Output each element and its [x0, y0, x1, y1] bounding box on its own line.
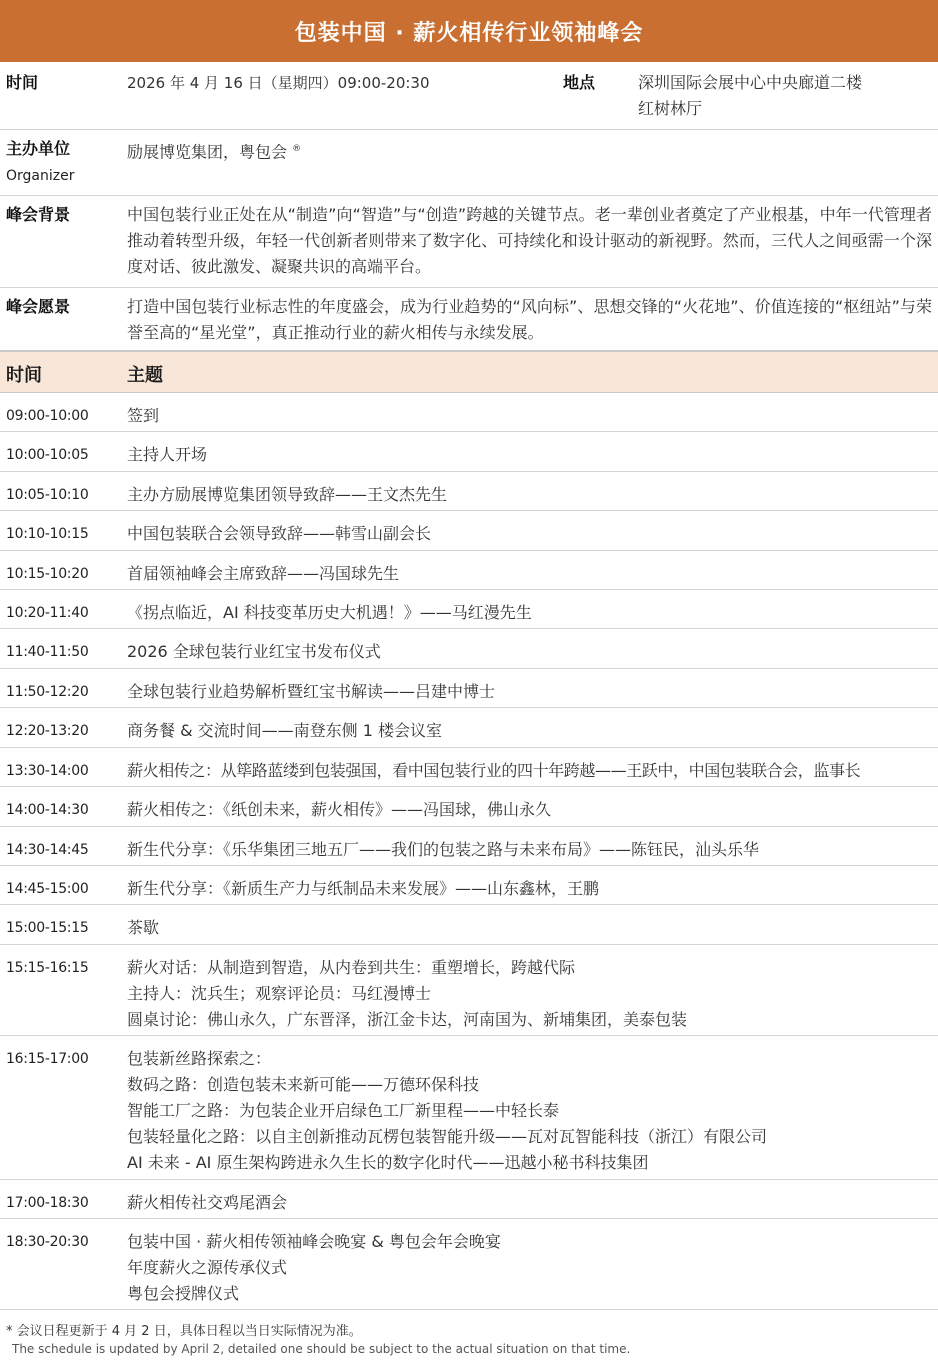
row-topic-line: 薪火对话：从制造到智造，从内卷到共生：重塑增长，跨越代际 — [127, 958, 576, 977]
row-topic-line: 数码之路：创造包装未来新可能——万德环保科技 — [127, 1075, 480, 1094]
table-row — [0, 590, 938, 629]
row-time: 12:20-13:20 — [6, 723, 89, 739]
row-time: 10:20-11:40 — [6, 605, 89, 621]
row-time: 11:50-12:20 — [6, 684, 89, 700]
location-line-1: 深圳国际会展中心中央廊道二楼 — [638, 73, 863, 92]
row-topic-line: 包装轻量化之路：以自主创新推动瓦楞包装智能升级——瓦对瓦智能科技（浙江）有限公司 — [127, 1127, 768, 1146]
location-line-2: 红树林厅 — [638, 99, 703, 118]
row-topic — [127, 955, 934, 1033]
row-time: 15:00-15:15 — [6, 920, 89, 936]
row-topic-line: 新生代分享：《乐华集团三地五厂——我们的包装之路与未来布局》——陈钰民，汕头乐华 — [127, 840, 760, 859]
row-time: 14:00-14:30 — [6, 802, 89, 818]
row-time: 14:30-14:45 — [6, 842, 89, 858]
table-row — [0, 1219, 938, 1310]
row-time: 10:10-10:15 — [6, 526, 89, 542]
background-label: 峰会背景 — [6, 205, 71, 224]
page-title: 包装中国 · 薪火相传行业领袖峰会 — [0, 0, 938, 62]
row-topic — [127, 639, 934, 665]
row-topic-line: 商务餐 & 交流时间——南登东侧 1 楼会议室 — [127, 721, 443, 740]
table-row — [0, 432, 938, 472]
row-topic — [127, 521, 934, 547]
footnote-cn: * 会议日程更新于 4 月 2 日，具体日程以当日实际情况为准。 — [6, 1324, 362, 1339]
row-topic-line: 2026 全球包装行业红宝书发布仪式 — [127, 642, 381, 661]
registered-mark: ® — [292, 144, 302, 154]
row-topic — [127, 442, 934, 468]
row-topic — [127, 876, 934, 902]
info-row-organizer — [0, 130, 938, 196]
table-row — [0, 629, 938, 669]
row-topic-line: 粤包会授牌仪式 — [127, 1284, 240, 1303]
time-value: 2026 年 4 月 16 日（星期四）09:00-20:30 — [127, 74, 430, 92]
table-row — [0, 1180, 938, 1219]
row-topic-line: 智能工厂之路：为包装企业开启绿色工厂新里程——中轻长泰 — [127, 1101, 560, 1120]
table-row — [0, 393, 938, 432]
footnote-en: The schedule is updated by April 2, detailed one should be subject to the actual situation on that time. — [12, 1342, 631, 1356]
row-topic-line: 新生代分享：《新质生产力与纸制品未来发展》——山东鑫林，王鹏 — [127, 879, 600, 898]
row-topic — [127, 679, 934, 705]
table-row — [0, 787, 938, 827]
row-topic — [127, 561, 934, 587]
table-row — [0, 905, 938, 945]
table-row — [0, 866, 938, 905]
row-topic — [127, 1229, 934, 1307]
row-topic-line: 中国包装联合会领导致辞——韩雪山副会长 — [127, 524, 432, 543]
location-label: 地点 — [563, 73, 596, 92]
row-time: 10:00-10:05 — [6, 447, 89, 463]
row-topic-line: 年度薪火之源传承仪式 — [127, 1258, 288, 1277]
row-topic — [127, 1046, 934, 1176]
row-topic-line: AI 未来 - AI 原生架构跨进永久生长的数字化时代——迅越小秘书科技集团 — [127, 1153, 649, 1172]
schedule-header-topic: 主题 — [127, 365, 163, 386]
row-topic-line: 薪火相传之：从筚路蓝缕到包装强国，看中国包装行业的四十年跨越——王跃中，中国包装联合会，监事长 — [127, 761, 861, 780]
row-topic-line: 主持人：沈兵生；观察评论员：马红漫博士 — [127, 984, 432, 1003]
organizer-label-en: Organizer — [6, 168, 75, 184]
row-topic-line: 全球包装行业趋势解析暨红宝书解读——吕建中博士 — [127, 682, 496, 701]
row-topic-line: 包装中国 · 薪火相传领袖峰会晚宴 & 粤包会年会晚宴 — [127, 1232, 501, 1251]
row-time: 14:45-15:00 — [6, 881, 89, 897]
table-row — [0, 708, 938, 748]
table-row — [0, 472, 938, 511]
row-topic-line: 签到 — [127, 406, 160, 425]
table-row — [0, 551, 938, 590]
row-topic — [127, 758, 934, 784]
row-topic-line: 薪火相传之：《纸创未来，薪火相传》——冯国球，佛山永久 — [127, 800, 552, 819]
info-row-vision — [0, 288, 938, 350]
vision-label: 峰会愿景 — [6, 297, 71, 316]
table-row — [0, 1036, 938, 1180]
row-time: 16:15-17:00 — [6, 1051, 89, 1067]
vision-value: 打造中国包装行业标志性的年度盛会，成为行业趋势的“风向标”、思想交锋的“火花地”、价值连接的“枢纽站”与荣誉至高的“星光堂”，真正推动行业的薪火相传与永续发展。 — [127, 297, 932, 342]
row-topic-line: 首届领袖峰会主席致辞——冯国球先生 — [127, 564, 400, 583]
row-time: 18:30-20:30 — [6, 1234, 89, 1250]
row-topic-line: 主持人开场 — [127, 445, 208, 464]
schedule-header-time: 时间 — [6, 365, 42, 386]
schedule-header — [0, 350, 938, 393]
row-time: 13:30-14:00 — [6, 763, 89, 779]
row-topic-line: 主办方励展博览集团领导致辞——王文杰先生 — [127, 485, 448, 504]
row-topic — [127, 403, 934, 429]
row-time: 17:00-18:30 — [6, 1195, 89, 1211]
row-topic-line: 包装新丝路探索之： — [127, 1049, 272, 1068]
background-value: 中国包装行业正处在从“制造”向“智造”与“创造”跨越的关键节点。老一辈创业者奠定了产业根基，中年一代管理者推动着转型升级，年轻一代创新者则带来了数字化、可持续化和设计驱动的新视野。然而，三代人之间亟需一个深度对话、彼此激发、凝聚共识的高端平台。 — [127, 205, 932, 276]
time-label: 时间 — [6, 73, 39, 92]
row-time: 10:05-10:10 — [6, 487, 89, 503]
row-topic-line: 圆桌讨论：佛山永久，广东晋泽，浙江金卡达，河南国为、新埔集团，美泰包装 — [127, 1010, 688, 1029]
row-time: 15:15-16:15 — [6, 960, 89, 976]
row-topic — [127, 718, 934, 744]
row-topic-line: 《拐点临近，AI 科技变革历史大机遇！》——马红漫先生 — [127, 603, 532, 622]
row-topic — [127, 600, 934, 626]
info-row-background — [0, 196, 938, 288]
row-topic — [127, 1190, 934, 1216]
row-topic — [127, 915, 934, 941]
row-topic-line: 茶歇 — [127, 918, 160, 937]
table-row — [0, 511, 938, 551]
organizer-value — [127, 136, 932, 165]
table-row — [0, 669, 938, 708]
row-time: 09:00-10:00 — [6, 408, 89, 424]
table-row — [0, 827, 938, 866]
info-row-time — [0, 62, 938, 130]
organizer-label: 主办单位 — [6, 139, 71, 158]
row-time: 10:15-10:20 — [6, 566, 89, 582]
row-time: 11:40-11:50 — [6, 644, 89, 660]
organizer-name: 励展博览集团，粤包会 — [127, 142, 288, 162]
row-topic-line: 薪火相传社交鸡尾酒会 — [127, 1193, 288, 1212]
row-topic — [127, 837, 934, 863]
table-row — [0, 945, 938, 1036]
table-row — [0, 748, 938, 787]
row-topic — [127, 797, 934, 823]
row-topic — [127, 482, 934, 508]
